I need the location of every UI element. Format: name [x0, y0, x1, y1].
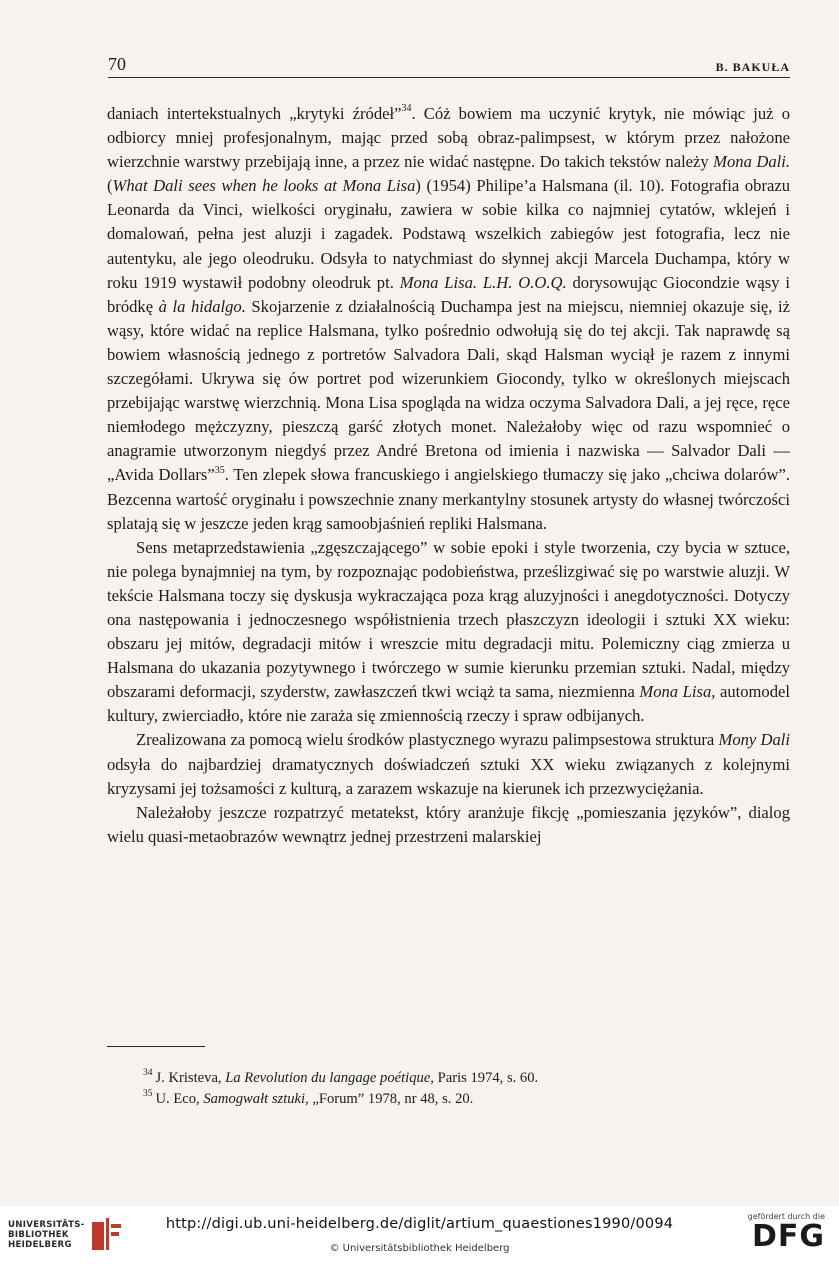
- footnote-number: 35: [143, 1089, 153, 1100]
- library-name-line: BIBLIOTHEK: [8, 1230, 69, 1240]
- body-text: [107, 102, 790, 849]
- footnote-number: 34: [143, 1068, 153, 1079]
- footnotes: [143, 1068, 783, 1110]
- dfg-logo[interactable]: [745, 1212, 825, 1260]
- italic-text: Mony Dali: [718, 730, 790, 750]
- text-run: . Ten zlepek słowa francuskiego i angielskiego tłumaczy się jako „chciwa dolarów”. Bezcenna wartość oryginału i powszechnie znany merkantylny stosunek artysty do własnej twórczości splatają się w jeszcze jeden krąg samoobjaśnień repliki Halsmana.: [107, 465, 790, 533]
- dfg-wordmark: DFG: [751, 1219, 825, 1254]
- footnote-ref: 34: [401, 103, 412, 115]
- paragraph: [107, 536, 790, 729]
- italic-text: Mona Lisa. L.H. O.O.Q.: [399, 272, 567, 292]
- text-run: odsyła do najbardziej dramatycznych doświadczeń sztuki XX wieku związanych z kolejnymi kryzysami jej tożsamości z kulturą, a zarazem wskazuje na kierunek ich przezwyciężania.: [107, 754, 790, 798]
- text-run: ) (1954) Philipe’a Halsmana (il. 10). Fotografia obrazu Leonarda da Vinci, wielkości oryginału, zawiera w sobie kilka co najmniej cytatów, wklejeń i domalowań, pełna jest aluzji i zagadek. Podstawą wszelkich zabiegów jest fotografia, lecz nie autentyku, ale jego oleodruku. Odsyła to natychmiast do słynnej akcji Marcela Duchampa, który w roku 1919 wystawił podobny oleodruk pt.: [107, 176, 790, 292]
- text-run: J. Kristeva,: [155, 1070, 226, 1086]
- page-header: [108, 54, 790, 78]
- italic-text: Samogwałt sztuki,: [203, 1091, 309, 1107]
- italic-text: What Dali sees when he looks at Mona Lisa: [112, 176, 416, 196]
- funded-by-label: gefördert durch die: [747, 1212, 825, 1221]
- text-run: automodel kultury, zwierciadło, które nie zaraża się zmiennością rzeczy i spraw odbijanych.: [107, 682, 791, 726]
- viewer-footer: [0, 1206, 839, 1264]
- running-head: B. BAKUŁA: [715, 60, 790, 74]
- page-url-link[interactable]: http://digi.ub.uni-heidelberg.de/diglit/artium_quaestiones1990/0094: [165, 1216, 674, 1232]
- library-name-line: HEIDELBERG: [8, 1240, 72, 1250]
- italic-text: Mona Lisa,: [639, 682, 716, 702]
- italic-text: Mona Dali.: [713, 152, 790, 172]
- paragraph: [107, 728, 790, 800]
- text-run: daniach intertekstualnych „krytyki źródeł”: [107, 104, 402, 123]
- text-run: dorysowując Giocondzie wąsy i bródkę: [107, 272, 790, 316]
- footnote-ref: 35: [214, 464, 225, 476]
- text-run: Zrealizowana za pomocą wielu środków plastycznego wyrazu palimpsestowa struktura: [136, 730, 719, 750]
- footnote: [143, 1068, 783, 1089]
- header-rule: [108, 77, 790, 78]
- text-run: Paris 1974, s. 60.: [433, 1070, 539, 1086]
- paragraph: [107, 102, 790, 536]
- text-run: U. Eco,: [155, 1091, 204, 1107]
- library-name-line: UNIVERSITÄTS-: [8, 1220, 85, 1230]
- text-run: „Forum” 1978, nr 48, s. 20.: [308, 1091, 474, 1107]
- italic-text: La Revolution du langage poétique,: [225, 1070, 434, 1086]
- footnote-rule: [107, 1046, 205, 1047]
- text-run: . Cóż bowiem ma uczynić krytyk, nie mówiąc już o odbiorcy mniej profesjonalnym, mając przed sobą obraz-palimpsest, w którym przez nałożone wierzchnie warstwy przebijają inne, a przez nie widać następne. Do takich tekstów należy: [107, 104, 790, 172]
- footnote: [143, 1089, 783, 1110]
- italic-text: à la hidalgo.: [158, 296, 246, 316]
- paragraph: [107, 801, 790, 849]
- page-number: 70: [108, 54, 126, 74]
- text-run: (: [107, 176, 113, 196]
- text-run: Sens metaprzedstawienia „zgęszczającego” w sobie epoki i style tworzenia, czy bycia w sztuce, nie polega bynajmniej na tym, by rozpoznając podobieństwa, prześlizgiwać się po warstwie aluzji. W tekście Halsmana toczy się dyskusja wykraczająca poza krąg aluzyjności i anegdotyczności. Dotyczy ona następowania i jednoczesnego współistnienia trzech płaszczyzn ideologii i sztuki XX wieku: obszaru jej mitów, degradacji mitów i wreszcie mitu degradacji mitu. Polemiczny ciąg zmierza u Halsmana do ukazania pozytywnego i twórczego w sumie kierunku przemian sztuki. Nadal, między obszarami deformacji, szyderstw, zawłaszczeń tkwi wciąż ta sama, niezmienna: [107, 537, 790, 702]
- text-run: Skojarzenie z działalnością Duchampa jest na miejscu, niemniej okazuje się, iż wąsy, które widać na replice Halsmana, tylko pośrednio odwołują się do tej akcji. Tak naprawdę są bowiem własnością jednego z portretów Salvadora Dali, skąd Halsman wyciął je razem z innymi szczegółami. Ukrywa się ów portret pod wizerunkiem Giocondy, tylko w określonych miejscach przebijając warstwę wierzchnią. Mona Lisa spogląda na widza oczyma Salvadora Dali, a jej ręce, ręce niemłodego mężczyzny, pieszczą garść złotych monet. Należałoby więc od razu wspomnieć o anagramie utworzonym niegdyś przez André Bretona od imienia i nazwiska — Salvador Dali — „Avida Dollars”: [107, 296, 790, 485]
- copyright-notice: © Universitätsbibliothek Heidelberg: [329, 1243, 510, 1254]
- text-run: Należałoby jeszcze rozpatrzyć metatekst, który aranżuje fikcję „pomieszania języków”, dialog wielu quasi-metaobrazów wewnątrz jednej przestrzeni malarskiej: [107, 802, 790, 846]
